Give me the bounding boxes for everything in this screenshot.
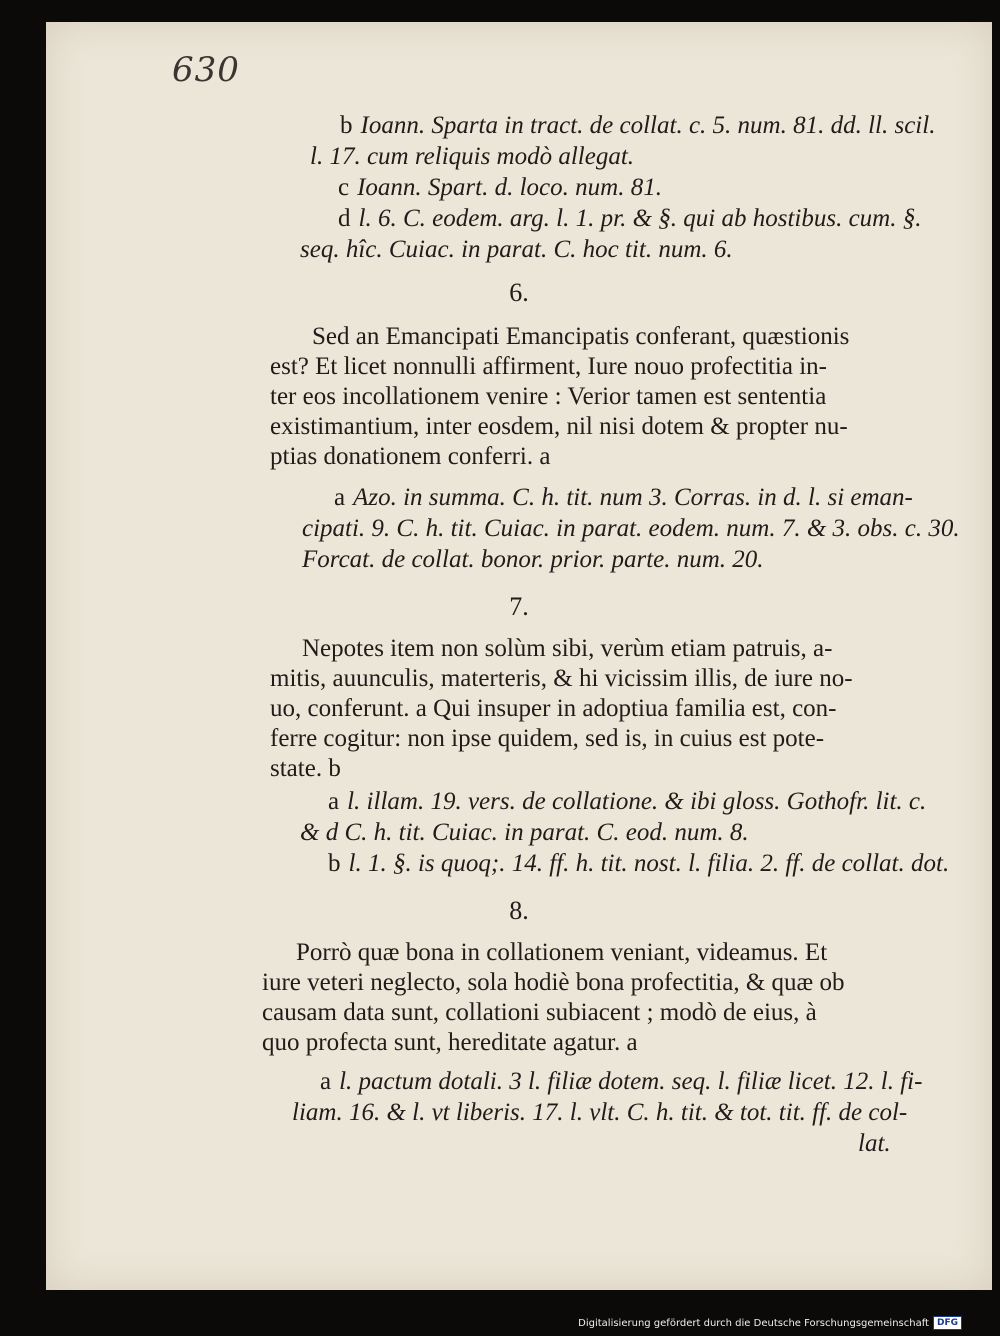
- footnote-line: l. 1. §. is quoq;. 14. ff. h. tit. nost. l. filia. 2. ff. de collat. dot.: [348, 850, 950, 877]
- sec6-line-5: ptias donationem conferri. a: [270, 443, 551, 470]
- footnote-marker: a: [328, 788, 340, 815]
- footnote-line: l. 6. C. eodem. arg. l. 1. pr. & §. qui ab hostibus. cum. §.: [358, 205, 922, 232]
- sec8-line-2: iure veteri neglecto, sola hodiè bona profectitia, & quæ ob: [262, 969, 845, 996]
- footnote-marker: a: [334, 484, 346, 511]
- sec6-note-a-cont-2: Forcat. de collat. bonor. prior. parte. num. 20.: [302, 546, 764, 573]
- sec6-note-a: [334, 482, 913, 513]
- footnote-d-top: [338, 203, 921, 234]
- sec8-note-a: [320, 1066, 922, 1097]
- sec8-line-1: Porrò quæ bona in collationem veniant, videamus. Et: [296, 939, 828, 966]
- sec7-note-a: [328, 786, 926, 817]
- section-number-7: 7.: [509, 592, 529, 621]
- footnote-marker: c: [338, 174, 350, 201]
- footnote-b-top: [340, 110, 935, 141]
- sec6-line-2: est? Et licet nonnulli affirment, Iure nouo profectitia in-: [270, 353, 827, 380]
- footnote-line: l. illam. 19. vers. de collatione. & ibi gloss. Gothofr. lit. c.: [347, 788, 927, 815]
- footnote-c-top: [338, 172, 662, 203]
- sec6-line-3: ter eos incollationem venire : Verior tamen est sententia: [270, 383, 827, 410]
- sec8-line-3: causam data sunt, collationi subiacent ; modò de eius, à: [262, 999, 817, 1026]
- footnote-d-top-cont: seq. hîc. Cuiac. in parat. C. hoc tit. num. 6.: [300, 236, 733, 263]
- sec7-line-3: uo, conferunt. a Qui insuper in adoptiua familia est, con-: [270, 695, 837, 722]
- sec8-note-a-cont-1: liam. 16. & l. vt liberis. 17. l. vlt. C. h. tit. & tot. tit. ff. de col-: [292, 1099, 908, 1126]
- footnote-marker: b: [340, 112, 353, 139]
- sec7-line-5: state. b: [270, 755, 341, 782]
- footnote-marker: a: [320, 1068, 332, 1095]
- sec7-line-1: Nepotes item non solùm sibi, verùm etiam patruis, a-: [302, 635, 833, 662]
- sec8-line-4: quo profecta sunt, hereditate agatur. a: [262, 1029, 638, 1056]
- sec6-line-4: existimantium, inter eosdem, nil nisi dotem & propter nu-: [270, 413, 848, 440]
- footnote-line: l. pactum dotali. 3 l. filiæ dotem. seq. l. filiæ licet. 12. l. fi-: [339, 1068, 923, 1095]
- footnote-line: Azo. in summa. C. h. tit. num 3. Corras. in d. l. si eman-: [353, 484, 913, 511]
- folio-number: 630: [172, 50, 240, 90]
- dfg-logo: DFG: [933, 1316, 962, 1330]
- sec7-note-b: [328, 848, 949, 879]
- sec6-note-a-cont-1: cipati. 9. C. h. tit. Cuiac. in parat. eodem. num. 7. & 3. obs. c. 30.: [302, 515, 960, 542]
- sec7-line-4: ferre cogitur: non ipse quidem, sed is, in cuius est pote-: [270, 725, 825, 752]
- footnote-b-top-cont: l. 17. cum reliquis modò allegat.: [310, 143, 635, 170]
- footnote-line: Ioann. Sparta in tract. de collat. c. 5. num. 81. dd. ll. scil.: [360, 112, 936, 139]
- footer-text: Digitalisierung gefördert durch die Deutsche Forschungsgemeinschaft: [578, 1317, 929, 1329]
- section-number-6: 6.: [509, 278, 529, 307]
- sec7-note-a-cont: & d C. h. tit. Cuiac. in parat. C. eod. num. 8.: [300, 819, 749, 846]
- digitization-footer: [578, 1316, 962, 1330]
- footnote-line: Ioann. Spart. d. loco. num. 81.: [357, 174, 662, 201]
- sec8-note-a-cont-2: lat.: [858, 1130, 891, 1157]
- sec6-line-1: Sed an Emancipati Emancipatis conferant, quæstionis: [312, 323, 850, 350]
- section-number-8: 8.: [509, 896, 529, 925]
- footnote-marker: b: [328, 850, 341, 877]
- footnote-marker: d: [338, 205, 351, 232]
- sec7-line-2: mitis, auunculis, materteris, & hi vicissim illis, de iure no-: [270, 665, 853, 692]
